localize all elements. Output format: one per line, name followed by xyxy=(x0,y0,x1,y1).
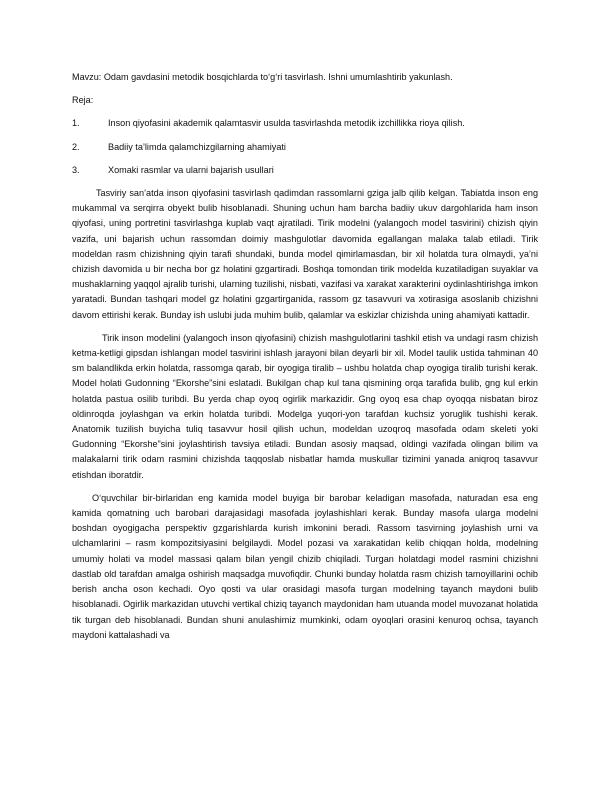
body-paragraph-3: O‘quvchilar bir-birlaridan eng kamida model buyiga bir barobar keladigan masofada, naturadan esa eng kamida qomatning uch barobari darajasidagi masofada joylashishlari kerak. Bunday masofa ularga modelni boshdan oyogigacha perspektiv gzgarishlarda kurish imkonini beradi. Rassom tasvirning joylashish urni va ulchamlarini – rasm kompozitsiyasini belgilaydi. Model pozasi va xarakatidan kelib chiqqan holda, modelning umumiy holati va model massasi qalam bilan yengil chizib chiqiladi. Turgan holatdagi model rasmini chizishni dastlab old tarafdan amalga oshirish maqsadga muvofiqdir. Chunki bunday holatda rasm chizish tamoyillarini ochib berish ancha oson kechadi. Oyo qosti va ular orasidagi masofa turgan modelning tayanch maydoni bulib hisoblanadi. Ogirlik markazidan utuvchi vertikal chiziq tayanch maydonidan ham utuanda model muvozanat holatida tik turgan deb hisoblanadi. Bundan shuni anulashimiz mumkinki, odam oyoqlari orasini kenuroq ochsa, tayanch maydoni kattalashadi va xyxy=(72,492,538,640)
document-title: Mavzu: Odam gavdasini metodik bosqichlarda to‘g‘ri tasvirlash. Ishni umumlashtirib yakunlash. xyxy=(72,72,453,82)
plan-item-text: Inson qiyofasini akademik qalamtasvir usulda tasvirlashda metodik izchillikka rioya qilish. xyxy=(108,118,465,129)
body-paragraph-1: Tasviriy san’atda inson qiyofasini tasvirlash qadimdan rassomlarni gziga jalb qilib kelgan. Tabiatda inson eng mukammal va serqirra obyekt bulib hisoblanadi. Shuning uchun ham barcha badiiy ukuv dargohlarida ham inson qiyofasi, uning portretini tasvirlashga kuplab vaqt ajratiladi. Tirik modelni (yalangoch model tasvirini) chizish qiyin vazifa, uni bajarish uchun rassomdan doimiy mashgulotlar davomida egallangan malaka talab etiladi. Tirik modeldan rasm chizishning qiyin tarafi shundaki, bunda model qimirlamasdan, bir xil holatda tura olmaydi, ya’ni chizish davomida u bir necha bor gz holatini gzgartiradi. Boshqa tomondan tirik modelda kuzatiladigan suyaklar va mushaklarning yaqqol ajralib turishi, ularning tuzilishi, nisbati, vazifasi va xarakat xarakterini oydinlashtirishga imkon yaratadi. Bundan tashqari model gz holatini gzgartirganida, rassom gz tasavvuri va xotirasiga asoslanib chizishni davom ettirishi kerak. Bunday ish uslubi juda muhim bulib, qalamlar va eskizlar chizishda uning ahamiyati kattadir. xyxy=(72,188,538,320)
plan-item-3 xyxy=(72,163,538,178)
plan-item-number: 1. xyxy=(72,118,80,129)
body-paragraph-2: Tirik inson modelini (yalangoch inson qiyofasini) chizish mashgulotlarini tashkil etish va undagi rasm chizish ketma-ketligi gipsdan ishlangan model tasvirini ishlash jarayoni bilan deyarli bir xil. Model taulik ustida tahminan 40 sm balandlikda erkin holatda, rassomga qarab, bir oyogiga tiralib – ushbu holatda chap oyogiga tiralib turishi kerak. Model holati Gudonning “Ekorshe”sini eslatadi. Bukilgan chap kul tana qismining orqa tarafida bulib, gng kul erkin holatda pastua osilib turibdi. Bu yerda chap oyoq ogirlik markazidir. Gng oyoq esa chap oyoqqa nisbatan biroz oldinroqda joylashgan va erkin holatda turibdi. Modelga yuqori-yon tarafdan kuchsiz yoruglik tushishi kerak. Anatomik tuzilish buyicha tuliq tasavvur hosil qilish uchun, modeldan uzoqroq masofada odam skeleti yoki Gudonning “Ekorshe”sini joylashtirish tavsiya etiladi. Bundan asosiy maqsad, oldingi vazifada olingan bilim va malakalarni tirik odam rasmini chizishda taqqoslab nisbatlar hamda muskullar tizimini yanada aniqroq tasavvur etishdan iboratdir. xyxy=(72,332,538,480)
plan-label: Reja: xyxy=(72,95,94,106)
plan-item-number: 2. xyxy=(72,141,80,152)
plan-item-1 xyxy=(72,116,538,131)
document-page xyxy=(72,70,538,651)
plan-item-number: 3. xyxy=(72,164,80,175)
plan-item-text: Badiiy ta’limda qalamchizgilarning ahamiyati xyxy=(108,141,286,152)
plan-item-text: Xomaki rasmlar va ularni bajarish usullari xyxy=(108,164,274,175)
plan-item-2 xyxy=(72,140,538,155)
